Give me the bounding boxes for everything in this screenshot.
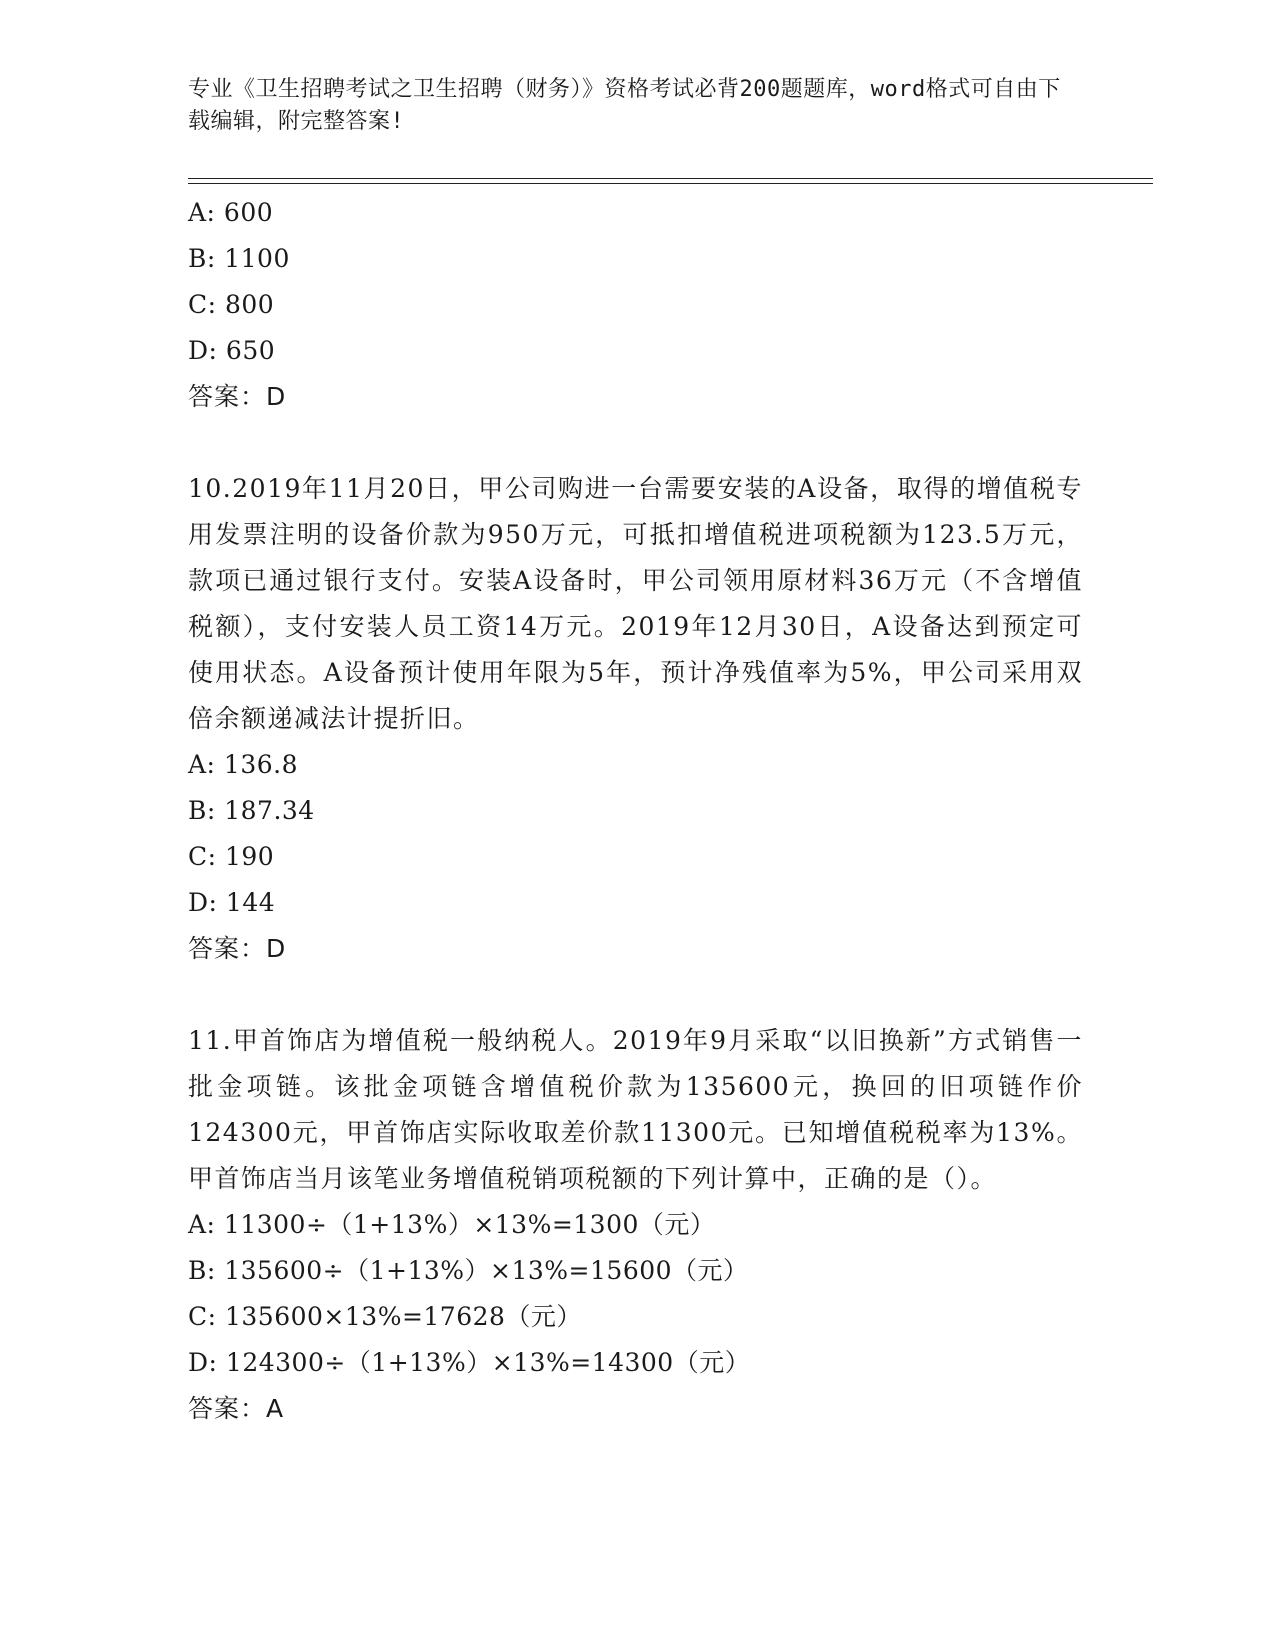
question-text: 10.2019年11月20日，甲公司购进一台需要安装的A设备，取得的增值税专用发票注明的设备价款为950万元，可抵扣增值税进项税额为123.5万元，款项已通过银行支付。安装A设备时，甲公司领用原材料36万元（不含增值税额），支付安装人员工资14万元。2019年12月30日，A设备达到预定可使用状态。A设备预计使用年限为5年，预计净残值率为5%，甲公司采用双倍余额递减法计提折旧。 [188, 474, 1083, 733]
option-a: A: 136.8 [188, 750, 298, 779]
spacer [188, 420, 1088, 466]
document-header: 专业《卫生招聘考试之卫生招聘（财务）》资格考试必背200题题库，word格式可自由下载编辑，附完整答案! [188, 77, 1061, 134]
option-c: C: 190 [188, 842, 275, 871]
answer: 答案：D [188, 934, 287, 963]
answer: 答案：A [188, 1394, 285, 1423]
question-9 [188, 190, 1088, 420]
header-divider-top [188, 178, 1153, 179]
header-divider-bottom [188, 183, 1153, 184]
option-b: B: 187.34 [188, 796, 315, 825]
option-a: A: 600 [188, 198, 274, 227]
question-11 [188, 1018, 1088, 1432]
question-text: 11.甲首饰店为增值税一般纳税人。2019年9月采取“以旧换新”方式销售一批金项链。该批金项链含增值税价款为135600元，换回的旧项链作价124300元，甲首饰店实际收取差价款11300元。已知增值税税率为13%。甲首饰店当月该笔业务增值税销项税额的下列计算中，正确的是（）。 [188, 1026, 1083, 1193]
document-body [188, 190, 1088, 1432]
option-c: C: 135600×13%=17628（元） [188, 1302, 582, 1331]
option-d: D: 144 [188, 888, 276, 917]
option-d: D: 650 [188, 336, 276, 365]
option-c: C: 800 [188, 290, 275, 319]
option-d: D: 124300÷（1+13%）×13%=14300（元） [188, 1348, 751, 1377]
question-10 [188, 466, 1088, 972]
option-b: B: 1100 [188, 244, 290, 273]
option-b: B: 135600÷（1+13%）×13%=15600（元） [188, 1256, 749, 1285]
option-a: A: 11300÷（1+13%）×13%=1300（元） [188, 1210, 716, 1239]
answer: 答案：D [188, 382, 287, 411]
spacer [188, 972, 1088, 1018]
